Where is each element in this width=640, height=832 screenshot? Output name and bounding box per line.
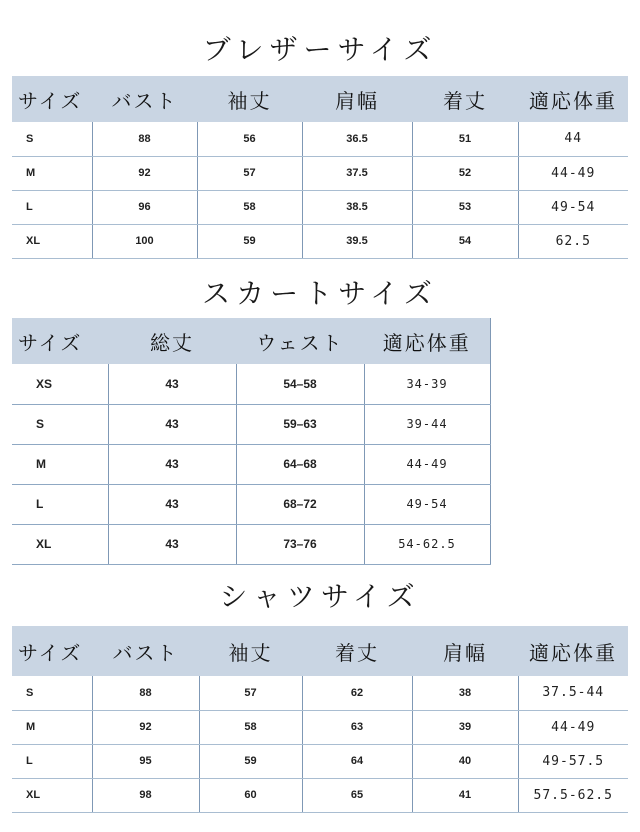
blazer-cell: 37.5 (302, 156, 412, 190)
skirt-cell: XS (12, 364, 108, 404)
shirt-header-2: 袖丈 (199, 626, 302, 676)
skirt-cell: S (12, 404, 108, 444)
blazer-header-5: 適応体重 (518, 76, 628, 122)
shirt-cell: 38 (412, 676, 518, 710)
skirt-row (12, 524, 490, 564)
blazer-cell: 54 (412, 224, 518, 258)
blazer-cell: 52 (412, 156, 518, 190)
skirt-header-1: 総丈 (108, 318, 236, 364)
blazer-cell: 56 (197, 122, 302, 156)
blazer-cell: 49-54 (518, 190, 628, 224)
shirt-cell: L (12, 744, 92, 778)
skirt-cell: M (12, 444, 108, 484)
skirt-header-2: ウェスト (236, 318, 364, 364)
shirt-cell: 57.5-62.5 (518, 778, 628, 812)
shirt-cell: XL (12, 778, 92, 812)
shirt-cell: 65 (302, 778, 412, 812)
skirt-row (12, 444, 490, 484)
shirt-cell: 40 (412, 744, 518, 778)
skirt-cell: 43 (108, 364, 236, 404)
blazer-row (12, 224, 628, 258)
blazer-cell: 53 (412, 190, 518, 224)
shirt-header-1: バスト (92, 626, 199, 676)
shirt-row (12, 710, 628, 744)
blazer-cell: 92 (92, 156, 197, 190)
blazer-row (12, 122, 628, 156)
shirt-cell: 44-49 (518, 710, 628, 744)
blazer-cell: 51 (412, 122, 518, 156)
blazer-cell: M (12, 156, 92, 190)
blazer-cell: L (12, 190, 92, 224)
skirt-row (12, 364, 490, 404)
shirt-header-0: サイズ (12, 626, 92, 676)
shirt-cell: 62 (302, 676, 412, 710)
shirt-cell: 64 (302, 744, 412, 778)
skirt-cell: 43 (108, 444, 236, 484)
shirt-row (12, 744, 628, 778)
shirt-header-4: 肩幅 (412, 626, 518, 676)
skirt-size-title: スカートサイズ (202, 277, 438, 310)
shirt-cell: 88 (92, 676, 199, 710)
shirt-cell: 58 (199, 710, 302, 744)
skirt-cell: 49-54 (364, 484, 490, 524)
blazer-cell: S (12, 122, 92, 156)
blazer-row (12, 156, 628, 190)
blazer-cell: 39.5 (302, 224, 412, 258)
skirt-body (12, 364, 490, 564)
skirt-cell: 39-44 (364, 404, 490, 444)
shirt-size-title: シャツサイズ (219, 580, 421, 613)
skirt-cell: 44-49 (364, 444, 490, 484)
skirt-header-0: サイズ (12, 318, 108, 364)
skirt-cell: 54-62.5 (364, 524, 490, 564)
blazer-header-2: 袖丈 (197, 76, 302, 122)
shirt-cell: 63 (302, 710, 412, 744)
blazer-header-1: バスト (92, 76, 197, 122)
skirt-cell: L (12, 484, 108, 524)
skirt-cell: 43 (108, 404, 236, 444)
skirt-cell: 73–76 (236, 524, 364, 564)
blazer-cell: 88 (92, 122, 197, 156)
shirt-row (12, 676, 628, 710)
blazer-header-row (12, 76, 628, 122)
shirt-header-row (12, 626, 628, 676)
shirt-cell: S (12, 676, 92, 710)
blazer-header-0: サイズ (12, 76, 92, 122)
shirt-header-3: 着丈 (302, 626, 412, 676)
skirt-header-row (12, 318, 490, 364)
shirt-cell: 49-57.5 (518, 744, 628, 778)
blazer-cell: 62.5 (518, 224, 628, 258)
shirt-cell: 60 (199, 778, 302, 812)
blazer-cell: 57 (197, 156, 302, 190)
skirt-cell: 43 (108, 484, 236, 524)
blazer-header-4: 着丈 (412, 76, 518, 122)
blazer-cell: 44-49 (518, 156, 628, 190)
shirt-size-table (12, 626, 628, 813)
skirt-cell: 68–72 (236, 484, 364, 524)
blazer-row (12, 190, 628, 224)
blazer-size-table (12, 76, 628, 259)
blazer-cell: 44 (518, 122, 628, 156)
blazer-body (12, 122, 628, 258)
blazer-size-title: ブレザーサイズ (202, 33, 438, 66)
blazer-cell: 38.5 (302, 190, 412, 224)
skirt-cell: 64–68 (236, 444, 364, 484)
skirt-header-3: 適応体重 (364, 318, 490, 364)
blazer-cell: 58 (197, 190, 302, 224)
shirt-header-5: 適応体重 (518, 626, 628, 676)
skirt-row (12, 404, 490, 444)
blazer-cell: 36.5 (302, 122, 412, 156)
blazer-cell: 59 (197, 224, 302, 258)
skirt-cell: 54–58 (236, 364, 364, 404)
shirt-cell: 37.5-44 (518, 676, 628, 710)
shirt-cell: 41 (412, 778, 518, 812)
skirt-size-table (12, 318, 491, 565)
blazer-cell: 96 (92, 190, 197, 224)
shirt-cell: 98 (92, 778, 199, 812)
shirt-row (12, 778, 628, 812)
shirt-cell: 95 (92, 744, 199, 778)
skirt-cell: 43 (108, 524, 236, 564)
shirt-cell: M (12, 710, 92, 744)
skirt-cell: 59–63 (236, 404, 364, 444)
shirt-cell: 39 (412, 710, 518, 744)
skirt-row (12, 484, 490, 524)
blazer-cell: XL (12, 224, 92, 258)
blazer-cell: 100 (92, 224, 197, 258)
shirt-cell: 59 (199, 744, 302, 778)
shirt-body (12, 676, 628, 812)
blazer-header-3: 肩幅 (302, 76, 412, 122)
skirt-cell: 34-39 (364, 364, 490, 404)
shirt-cell: 57 (199, 676, 302, 710)
shirt-cell: 92 (92, 710, 199, 744)
skirt-cell: XL (12, 524, 108, 564)
